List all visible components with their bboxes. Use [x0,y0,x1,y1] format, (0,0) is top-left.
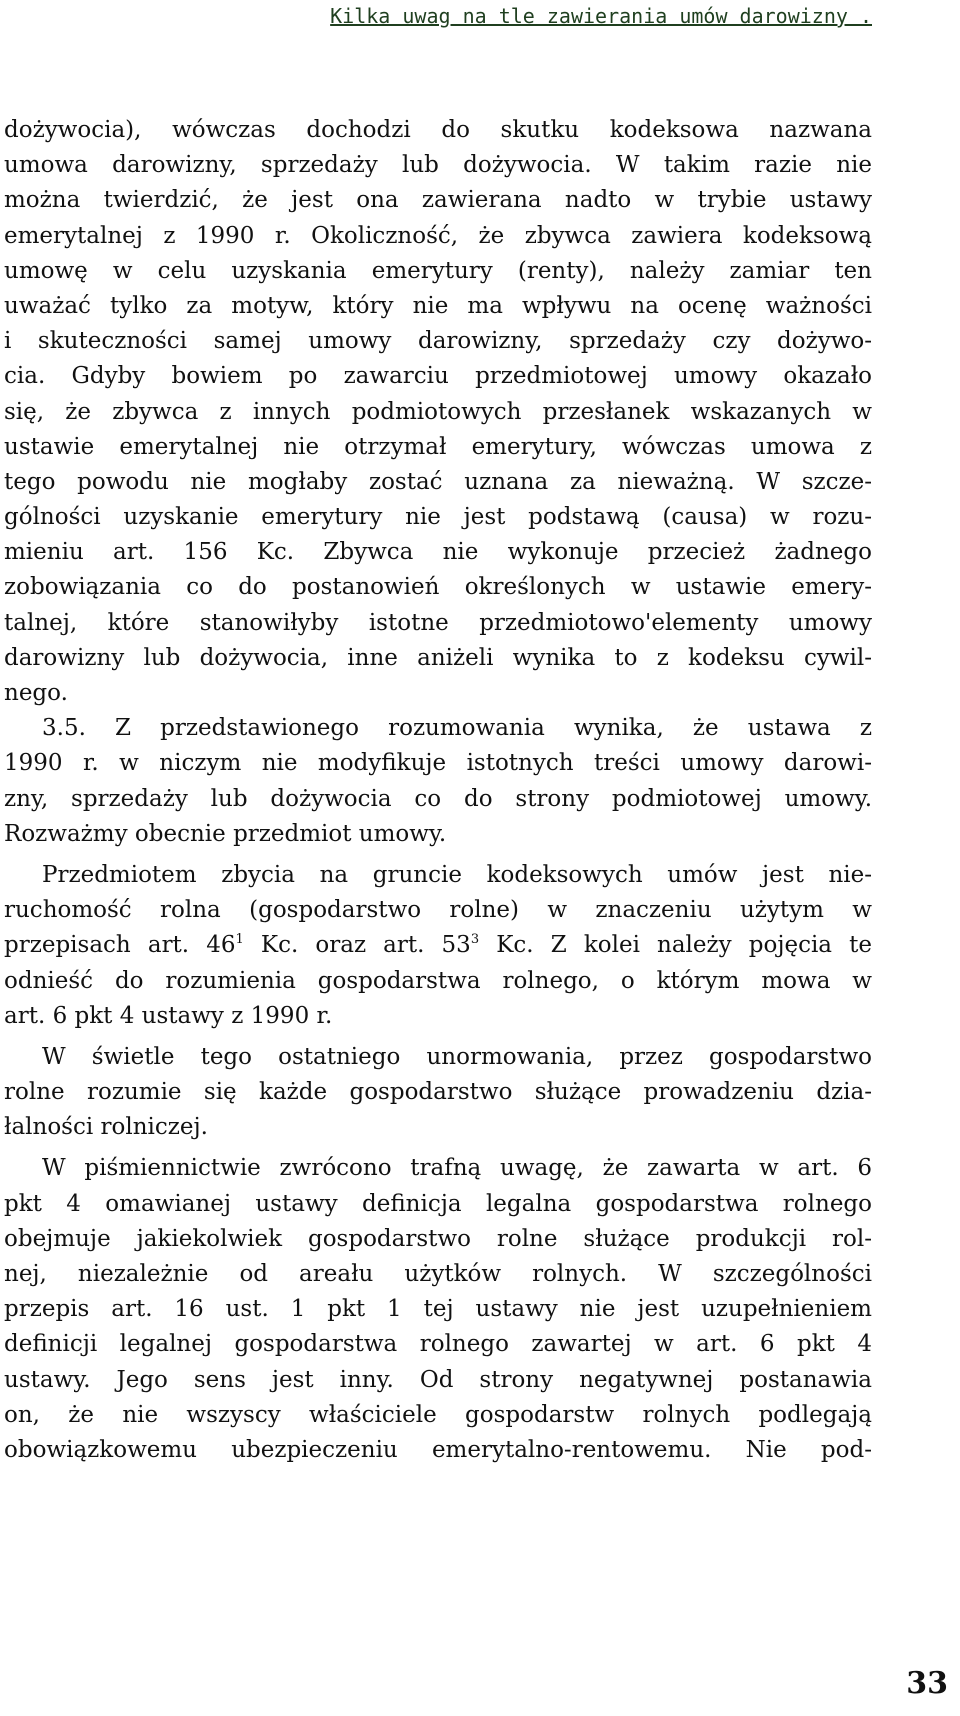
text-line: W świetle tego ostatniego unormowania, przez gospodarstwo [42,1043,872,1070]
text-line: art. 6 pkt 4 ustawy z 1990 r. [4,1002,333,1029]
text-line: definicji legalnej gospodarstwa rolnego zawartej w art. 6 pkt 4 [4,1331,872,1358]
text-line: zny, sprzedaży lub dożywocia co do strony podmiotowej umowy. [4,785,872,812]
text-line: tego powodu nie mogłaby zostać uznana za nieważną. W szcze- [4,468,872,495]
text-line: dożywocia), wówczas dochodzi do skutku kodeksowa nazwana [4,117,872,143]
text-line: W piśmiennictwie zwrócono trafną uwagę, że zawarta w art. 6 [42,1155,872,1182]
text-line-with-superscripts [4,928,872,963]
text-line: Rozważmy obecnie przedmiot umowy. [4,820,447,847]
text-line: nej, niezależnie od areału użytków rolnych. W szczególności [4,1261,872,1287]
text-line: umowa darowizny, sprzedaży lub dożywocia. W takim razie nie [4,152,872,179]
text-line: ruchomość rolna (gospodarstwo rolne) w znaczeniu użytym w [4,897,872,924]
text-line: rolne rozumie się każde gospodarstwo służące prowadzeniu dzia- [4,1079,872,1106]
section-heading-line: 3.5. Z przedstawionego rozumowania wynika, że ustawa z [42,715,872,742]
text-line: odnieść do rozumienia gospodarstwa rolnego, o którym mowa w [4,967,872,994]
text-line: się, że zbywca z innych podmiotowych przesłanek wskazanych w [4,398,872,425]
text-line: zobowiązania co do postanowień określonych w ustawie emery- [4,574,872,601]
text-line: Przedmiotem zbycia na gruncie kodeksowych umów jest nie- [42,861,872,888]
text-line: uważać tylko za motyw, który nie ma wpływu na ocenę ważności [4,292,872,319]
text-line: 1990 r. w niczym nie modyfikuje istotnych treści umowy darowi- [4,750,872,777]
text-line: on, że nie wszyscy właściciele gospodarstw rolnych podlegają [4,1401,872,1428]
text-line: pkt 4 omawianej ustawy definicja legalna gospodarstwa rolnego [4,1190,872,1217]
text-line: i skuteczności samej umowy darowizny, sprzedaży czy dożywo- [4,328,872,355]
text-line: łalności rolniczej. [4,1114,208,1141]
text-line: talnej, które stanowiłyby istotne przedmiotowo'elementy umowy [4,609,872,636]
text-line: przepis art. 16 ust. 1 pkt 1 tej ustawy nie jest uzupełnieniem [4,1296,872,1323]
text-fragment: Kc. oraz art. 53 [243,932,471,959]
text-line: gólności uzyskanie emerytury nie jest podstawą (causa) w rozu- [4,504,872,531]
text-line: obowiązkowemu ubezpieczeniu emerytalno-rentowemu. Nie pod- [4,1436,872,1463]
text-line: ustawie emerytalnej nie otrzymał emerytury, wówczas umowa z [4,433,872,460]
text-fragment: przepisach art. 46 [4,932,236,959]
page-number: 33 [906,1666,948,1701]
running-header: Kilka uwag na tle zawierania umów darowizny . [330,4,872,28]
text-fragment: Kc. Z kolei należy pojęcia te [479,932,872,959]
text-line: darowizny lub dożywocia, inne aniżeli wynika to z kodeksu cywil- [4,644,872,671]
text-line: cia. Gdyby bowiem po zawarciu przedmiotowej umowy okazało [4,363,872,390]
text-line: obejmuje jakiekolwiek gospodarstwo rolne służące produkcji rol- [4,1225,872,1252]
text-line: emerytalnej z 1990 r. Okoliczność, że zbywca zawiera kodeksową [4,222,872,249]
text-line: nego. [4,680,68,706]
body-text [4,113,872,1468]
superscript: 1 [235,932,244,948]
text-line: mieniu art. 156 Kc. Zbywca nie wykonuje przecież żadnego [4,539,872,566]
superscript: 3 [470,932,480,948]
text-line: umowę w celu uzyskania emerytury (renty), należy zamiar ten [4,257,872,284]
text-line: ustawy. Jego sens jest inny. Od strony negatywnej postanawia [4,1366,872,1393]
text-line: można twierdzić, że jest ona zawierana nadto w trybie ustawy [4,187,872,214]
